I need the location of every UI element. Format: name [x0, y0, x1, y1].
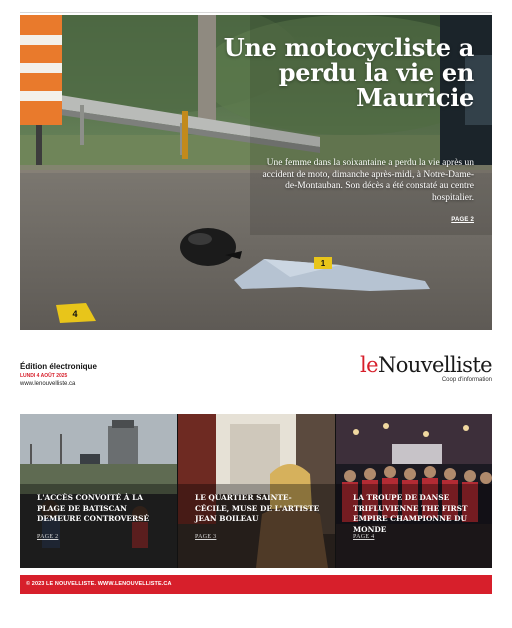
article-card-batiscan[interactable] [20, 414, 177, 568]
article-page-link[interactable]: PAGE 2 [37, 534, 59, 540]
article-card-first-empire[interactable] [336, 414, 492, 568]
evidence-marker-1: 1 [320, 259, 326, 268]
hero-page-link[interactable]: PAGE 2 [451, 217, 474, 223]
footer-copyright[interactable]: © 2023 LE NOUVELLISTE. WWW.LENOUVELLISTE.CA [26, 581, 172, 587]
newspaper-logo[interactable] [360, 352, 492, 378]
article-page-link[interactable]: PAGE 3 [195, 534, 217, 540]
edition-date: LUNDI 4 AOÛT 2025 [20, 373, 68, 379]
article-strip [20, 414, 492, 568]
hero-story[interactable] [20, 15, 492, 330]
website-link[interactable]: www.lenouvelliste.ca [20, 381, 76, 387]
article-photo-artist [178, 414, 335, 568]
logo-name: Nouvelliste [377, 353, 492, 377]
article-headline[interactable]: LE QUARTIER SAINTE-CÉCILE, MUSE DE L'ARTISTE JEAN BOILEAU [195, 493, 320, 523]
hero-summary: Une femme dans la soixantaine a perdu la vie après un accident de moto, dimanche après-midi, à Notre-Dame-de-Montauban. Son décès a été constaté au centre hospitalier. [262, 158, 474, 203]
article-photo-dance-troupe [336, 414, 492, 568]
article-page-link[interactable]: PAGE 4 [353, 534, 375, 540]
hero-headline[interactable]: Une motocycliste a perdu la vie en Mauricie [223, 33, 474, 112]
logo-prefix: le [360, 353, 378, 377]
footer-bar [20, 575, 492, 594]
top-rule [20, 12, 492, 13]
article-headline[interactable]: LA TROUPE DE DANSE TRIFLUVIENNE THE FIRST EMPIRE CHAMPIONNE DU MONDE [353, 493, 468, 534]
evidence-marker-4: 4 [72, 309, 78, 319]
article-photo-beach [20, 414, 177, 568]
logo-tagline: Coop d'information [441, 377, 492, 383]
edition-label: Édition électronique [20, 362, 97, 371]
masthead [20, 352, 492, 392]
article-headline[interactable]: L'ACCÈS CONVOITÉ À LA PLAGE DE BATISCAN DEMEURE CONTROVERSÉ [37, 493, 150, 523]
article-card-sainte-cecile[interactable] [178, 414, 335, 568]
